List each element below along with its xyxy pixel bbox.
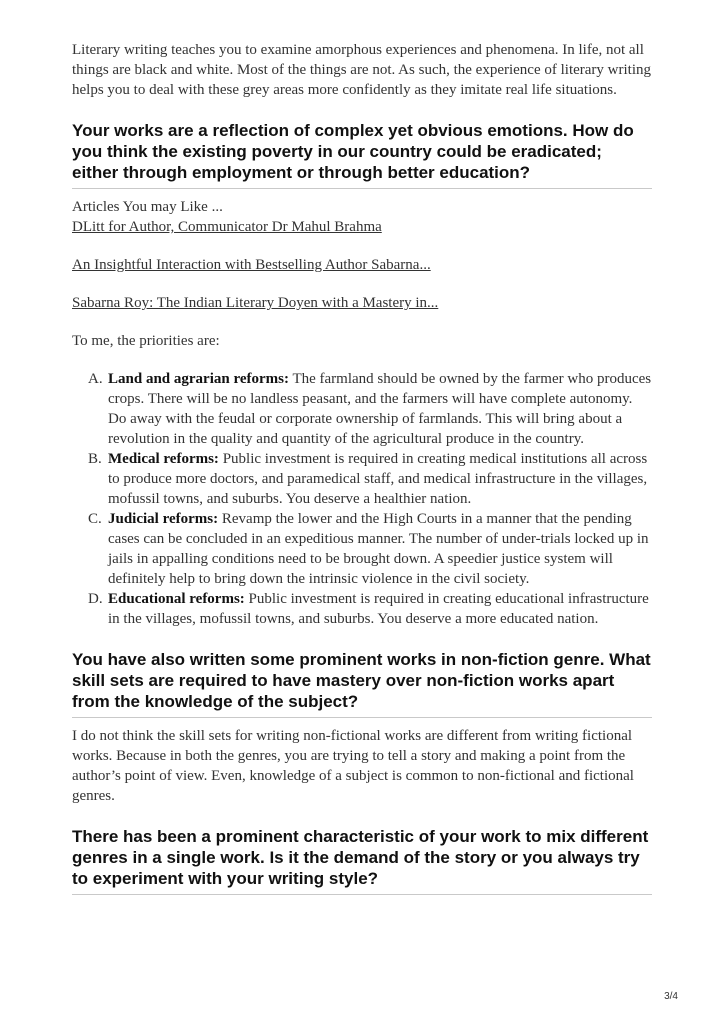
reform-title: Medical reforms: bbox=[108, 451, 219, 467]
article-body bbox=[72, 40, 652, 895]
reform-title: Judicial reforms: bbox=[108, 511, 219, 527]
question-heading-poverty: Your works are a reflection of complex yet obvious emotions. How do you think the existing poverty in our country could be eradicated; either through employment or through better education? bbox=[72, 120, 652, 189]
reform-title: Educational reforms: bbox=[108, 591, 245, 607]
answer-non-fiction: I do not think the skill sets for writing non-fictional works are different from writing fictional works. Because in both the genres, you are trying to tell a story and making a point from the author’s point of view. Even, knowledge of a subject is common to non-fictional and fictional genres. bbox=[72, 728, 634, 804]
reform-text: The farmland should be owned by the farmer who produces crops. There will be no landless peasant, and the farmers will have complete autonomy. Do away with the feudal or corporate ownership of farmlands. This will bring about a revolution in the quality and quantity of the agricultural produce in the country. bbox=[108, 371, 652, 447]
related-articles bbox=[72, 197, 652, 313]
list-item bbox=[72, 369, 652, 449]
list-marker: B. bbox=[88, 451, 102, 467]
reform-title: Land and agrarian reforms: bbox=[108, 371, 289, 387]
related-article-link-literary-doyen[interactable]: Sabarna Roy: The Indian Literary Doyen with a Mastery in... bbox=[72, 295, 439, 311]
list-marker: A. bbox=[88, 371, 103, 387]
related-article-link-bestselling-author[interactable]: An Insightful Interaction with Bestselling Author Sabarna... bbox=[72, 257, 431, 273]
related-articles-intro: Articles You may Like ... bbox=[72, 199, 223, 215]
list-marker: D. bbox=[88, 591, 103, 607]
intro-paragraph: Literary writing teaches you to examine amorphous experiences and phenomena. In life, not all things are black and white. Most of the things are not. As such, the experience of literary writing helps you to deal with these grey areas more confidently as they imitate real life situations. bbox=[72, 42, 652, 98]
question-heading-non-fiction: You have also written some prominent works in non-fiction genre. What skill sets are required to have mastery over non-fiction works apart from the knowledge of the subject? bbox=[72, 649, 652, 718]
list-item bbox=[72, 449, 652, 509]
reform-text: Public investment is required in creating educational infrastructure in the villages, mofussil towns, and suburbs. You deserve a more educated nation. bbox=[108, 591, 649, 627]
reform-text: Public investment is required in creating medical institutions all across to produce more doctors, and paramedical staff, and medical infrastructure in the villages, mofussil towns, and suburbs. You deserve a healthier nation. bbox=[108, 451, 648, 507]
page-number: 3/4 bbox=[664, 991, 678, 1002]
priorities-intro: To me, the priorities are: bbox=[72, 333, 220, 349]
reforms-list bbox=[72, 369, 652, 629]
list-marker: C. bbox=[88, 511, 102, 527]
reform-text: Revamp the lower and the High Courts in a manner that the pending cases can be concluded in an expeditious manner. The number of under-trials locked up in jails in appalling conditions need to be brought down. A speedier justice system will definitely help to bring down the intrinsic violence in the civil society. bbox=[108, 511, 649, 587]
list-item bbox=[72, 509, 652, 589]
question-heading-genres: There has been a prominent characteristic of your work to mix different genres in a single work. Is it the demand of the story or you always try to experiment with your writing style? bbox=[72, 826, 652, 895]
list-item bbox=[72, 589, 652, 629]
related-article-link-mahul-brahma[interactable]: DLitt for Author, Communicator Dr Mahul Brahma bbox=[72, 219, 382, 235]
